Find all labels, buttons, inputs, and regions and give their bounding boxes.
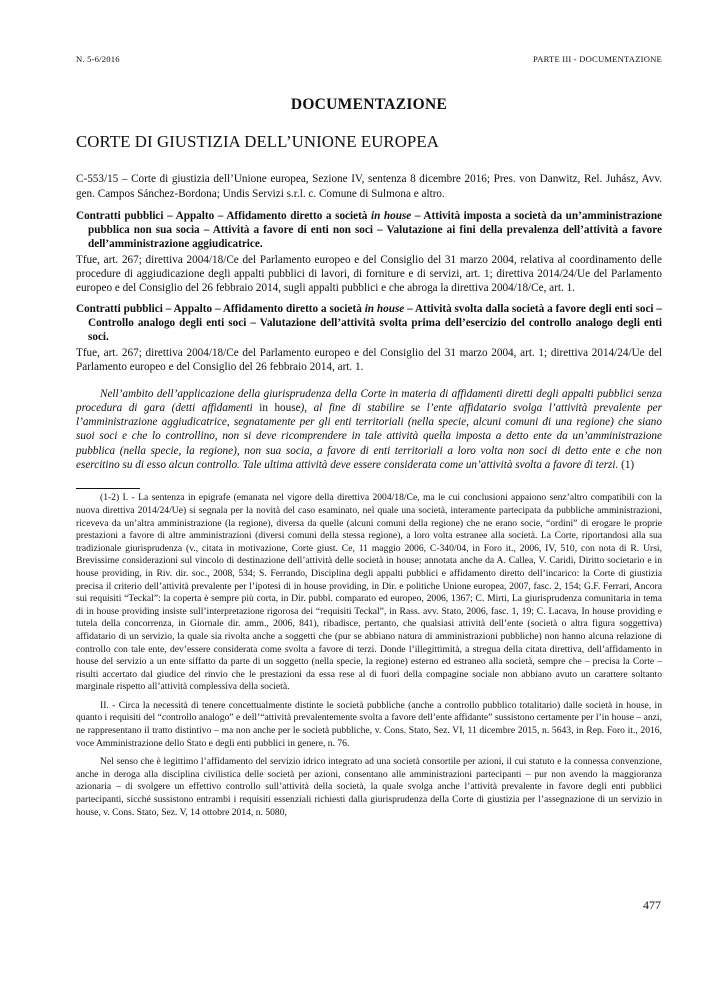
headnote-maxim: Nell’ambito dell’applicazione della giurisprudenza della Corte in materia di affidamenti diretti degli appalti pubblici senza procedura di gara (detti affidamenti in house), al fine di stabilire se l’ente affidatario svolga l’attività prevalente per l’amministrazione aggiudicatrice, segnatamente per gli enti territoriali (nella specie, alcuni comuni di una regione) che siano suoi soci e che lo controllino, non si deve ricomprendere in tale attività quella imposta a detto ente da un’amministrazione pubblica (nella specie, la regione), non sua socia, a favore di enti territoriali a loro volta non soci di detto ente e che non esercitino su di esso alcun controllo. Tale ultima attività deve essere considerata come un’attività svolta a favore di terzi. (1) <box>76 387 662 472</box>
running-header <box>76 54 662 64</box>
section-title: CORTE DI GIUSTIZIA DELL’UNIONE EUROPEA <box>76 132 439 151</box>
keywords-heading-2: Contratti pubblici – Appalto – Affidamento diretto a società in house – Attività svolta dalla società a favore degli enti soci – Controllo analogo degli enti soci – Valutazione dell’attività svolta prima dell’esercizio del controllo analogo degli enti soci. <box>76 302 663 343</box>
case-reference: C-553/15 – Corte di giustizia dell’Unione europea, Sezione IV, sentenza 8 dicembre 2016; Pres. von Danwitz, Rel. Juhász, Avv. gen. Campos Sánchez-Bordona; Undis Servizi s.r.l. c. Comune di Sulmona e altro. <box>76 173 662 200</box>
document-title: DOCUMENTAZIONE <box>290 96 448 113</box>
legal-references-1: Tfue, art. 267; direttiva 2004/18/Ce del Parlamento europeo e del Consiglio del 31 marzo 2004, relativa al coordinamento delle procedure di aggiudicazione degli appalti pubblici di lavori, di forniture e di servizi, art. 1; direttiva 2014/24/Ue del Parlamento europeo e del Consiglio del 26 febbraio 2014, sugli appalti pubblici e che abroga la direttiva 2004/18/Ce, art. 1. <box>76 253 662 294</box>
keywords-heading-1: Contratti pubblici – Appalto – Affidamento diretto a società in house – Attività imposta a società da un’amministrazione pubblica non sua socia – Attività a favore di enti non soci – Valutazione ai fini della prevalenza dell’attività a favore dell’amministrazione aggiudicatrice. <box>76 209 663 250</box>
footnote-separator <box>76 488 140 489</box>
document-page <box>76 54 662 819</box>
footnote-reference[interactable]: (1) <box>621 459 635 472</box>
part-label: PARTE III - DOCUMENTAZIONE <box>533 54 662 64</box>
footnote-1: (1-2) I. - La sentenza in epigrafe (emanata nel vigore della direttiva 2004/18/Ce, ma le cui conclusioni appaiono senz’altro compatibili con la nuova direttiva 2014/24/Ue) si segnala per la novità del caso esaminato, nel quale una società, interamente partecipata da pubbliche amministrazioni, riceveva da un’altra amministrazione (la regione), diversa da quelle (alcuni comuni della regione) che ne erano socie, “ordini” di erogare le proprie prestazioni a favore di altre amministrazioni (diversi comuni della stessa regione), a loro volta estranee alla società. La Corte, riportandosi alla sua tradizionale giurisprudenza (v., citata in motivazione, Corte giust. Ce, 11 maggio 2006, C-340/04, in Foro it., 2006, IV, 510, con nota di R. Ursi, Brevissime considerazioni sul vincolo di destinazione dell’attività delle società in house; annotata anche da A. Callea, V. Caridi, Diritto societario e in house providing, in Riv. dir. soc., 2008, 534; S. Ferrando, Disciplina degli appalti pubblici e affidamento diretto dell’incarico: la Corte di giustizia precisa il criterio dell’attività prevalente per l’ipotesi di in house providing, in Dir. e politiche Unione europea, 2007, fasc. 2, 154; G.F. Ferrari, Ancora sui requisiti “Teckal”: la coperta è sempre più corta, in Dir. pubbl. comparato ed europeo, 2006, 1367; C. Mirti, La giurisprudenza comunitaria in tema di in house providing insiste sull’interpretazione rigorosa dei “requisiti Teckal”, in Rass. avv. Stato, 2006, fasc. 1, 19; C. Lacava, In house providing e tutela della concorrenza, in Giornale dir. amm., 2006, 841), ribadisce, pertanto, che qualsiasi attività dell’ente (società o altra figura soggettiva) affidatario di un servizio, la quale sia rivolta anche a soggetti che (pur se abbiano natura di amministrazioni pubbliche) non hanno alcuna relazione di controllo con tale ente, dev’essere considerata come svolta a favore di terzi. Donde l’illegittimità, a stregua della citata direttiva, dell’affidamento in house del servizio a un ente siffatto da parte di un soggetto (nella specie, la regione) esterno ed estraneo alla società, sempre che – precisa la Corte – risulti accertato dal giudice del rinvio che le prestazioni da essa rese al di fuori della compagine sociale non abbiano avuto un carattere soltanto marginale rispetto all’attività complessiva della società. <box>76 492 662 693</box>
footnote-paragraph-2: II. - Circa la necessità di tenere concettualmente distinte le società pubbliche (anche a controllo pubblico totalitario) dalle società in house, in quanto i requisiti del “controllo analogo” e dell’“attività prevalentemente svolta a favore dell’ente affidante” sussistono certamente per l’in house – anzi, ne rappresentano il tratto distintivo – ma non anche per le società pubbliche, v. Cons. Stato, Sez. VI, 11 dicembre 2015, n. 5643, in Rep. Foro it., 2016, voce Amministrazione dello Stato e degli enti pubblici in genere, n. 76. <box>76 699 662 749</box>
page-number: 477 <box>643 898 661 912</box>
footnote-paragraph-3: Nel senso che è legittimo l’affidamento del servizio idrico integrato ad una società consortile per azioni, il cui statuto e la connessa convenzione, anche in deroga alla disciplina civilistica delle società per azioni, consentano alle amministrazioni partecipanti – pur non avendo la maggioranza azionaria – di svolgere un effettivo controllo sull’attività della società, la quale svolga anche l’attività prevalente in favore degli enti pubblici partecipanti, sicché sussistono entrambi i requisiti essenziali richiesti dalla giurisprudenza della Corte di giustizia per l’assegnazione di un servizio in house, v. Cons. Stato, Sez. V, 14 ottobre 2014, n. 5080, <box>76 756 662 818</box>
issue-number: N. 5-6/2016 <box>76 54 120 64</box>
legal-references-2: Tfue, art. 267; direttiva 2004/18/Ce del Parlamento europeo e del Consiglio del 31 marzo 2004, art. 1; direttiva 2014/24/Ue del Parlamento europeo e del Consiglio del 26 febbraio 2014, art. 1. <box>76 346 662 373</box>
